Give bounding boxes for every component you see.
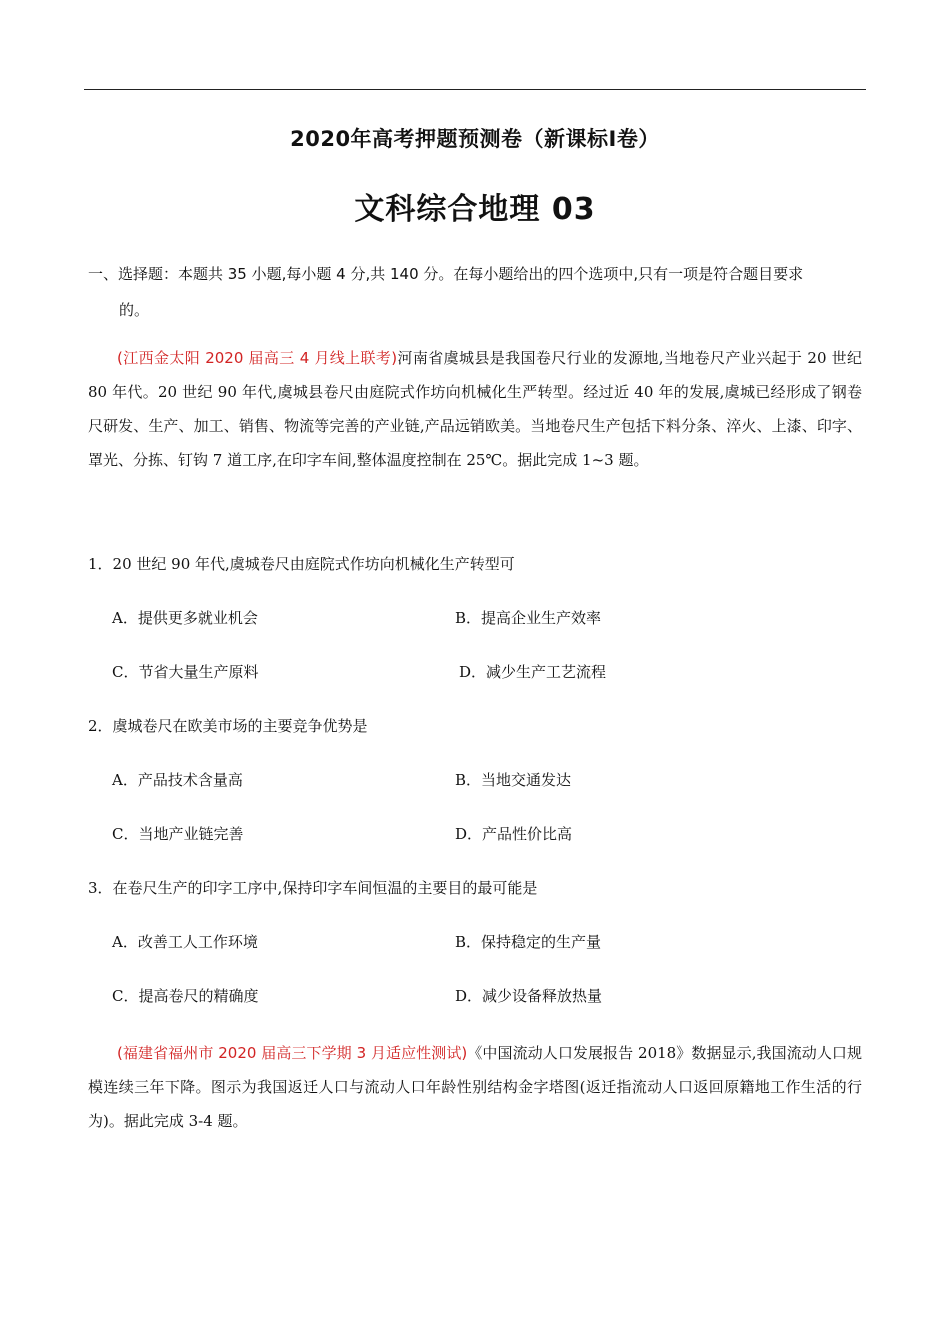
question-2-option-c[interactable]: C．当地产业链完善 <box>112 825 244 843</box>
question-1-stem: 1．20 世纪 90 年代,虞城卷尺由庭院式作坊向机械化生产转型可 <box>88 555 515 573</box>
section-heading-line1: 一、选择题：本题共 35 小题,每小题 4 分,共 140 分。在每小题给出的四个选项中,只有一项是符合题目要求 <box>88 265 804 283</box>
question-2-option-d[interactable]: D．产品性价比高 <box>455 825 573 843</box>
question-2-option-b[interactable]: B．当地交通发达 <box>455 771 572 789</box>
passage-1-source: (江西金太阳 2020 届高三 4 月线上联考) <box>117 349 398 367</box>
passage-1 <box>88 341 862 477</box>
question-1-option-c[interactable]: C．节省大量生产原料 <box>112 663 259 681</box>
exam-title: 2020年高考押题预测卷（新课标Ⅰ卷） <box>290 127 660 151</box>
question-3-option-a[interactable]: A．改善工人工作环境 <box>112 933 258 951</box>
question-1-option-a[interactable]: A．提供更多就业机会 <box>112 609 258 627</box>
question-3-option-b[interactable]: B．保持稳定的生产量 <box>455 933 602 951</box>
question-3-option-d[interactable]: D．减少设备释放热量 <box>455 987 603 1005</box>
passage-1-text: 河南省虞城县是我国卷尺行业的发源地,当地卷尺产业兴起于 20 世纪 80 年代。20 世纪 90 年代,虞城县卷尺由庭院式作坊向机械化生严转型。经过近 40 年的发展,虞城已经形成了钢卷尺研发、生产、加工、销售、物流等完善的产业链,产品远销欧美。当地卷尺生产包括下料分条、淬火、上漆、印字、罩光、分拣、钉钩 7 道工序,在印字车间,整体温度控制在 25℃。据此完成 1~3 题。 <box>88 349 862 469</box>
section-heading <box>88 256 868 328</box>
section-heading-line2: 的。 <box>119 301 150 319</box>
question-2-stem: 2．虞城卷尺在欧美市场的主要竞争优势是 <box>88 717 368 735</box>
passage-2-source: (福建省福州市 2020 届高三下学期 3 月适应性测试) <box>117 1044 468 1062</box>
subject-title: 文科综合地理 03 <box>354 192 596 227</box>
question-2-option-a[interactable]: A．产品技术含量高 <box>112 771 243 789</box>
passage-2 <box>88 1036 862 1138</box>
question-3-option-c[interactable]: C．提高卷尺的精确度 <box>112 987 259 1005</box>
question-3-stem: 3．在卷尺生产的印字工序中,保持印字车间恒温的主要目的最可能是 <box>88 879 538 897</box>
passage-2-text: 《中国流动人口发展报告 2018》数据显示,我国流动人口规模连续三年下降。图示为我国返迁人口与流动人口年龄性别结构金字塔图(返迁指流动人口返回原籍地工作生活的行为)。据此完成 3-4 题。 <box>88 1044 863 1130</box>
question-1-option-b[interactable]: B．提高企业生产效率 <box>455 609 602 627</box>
question-1-option-d[interactable]: D．减少生产工艺流程 <box>459 663 607 681</box>
header-rule <box>84 89 866 90</box>
